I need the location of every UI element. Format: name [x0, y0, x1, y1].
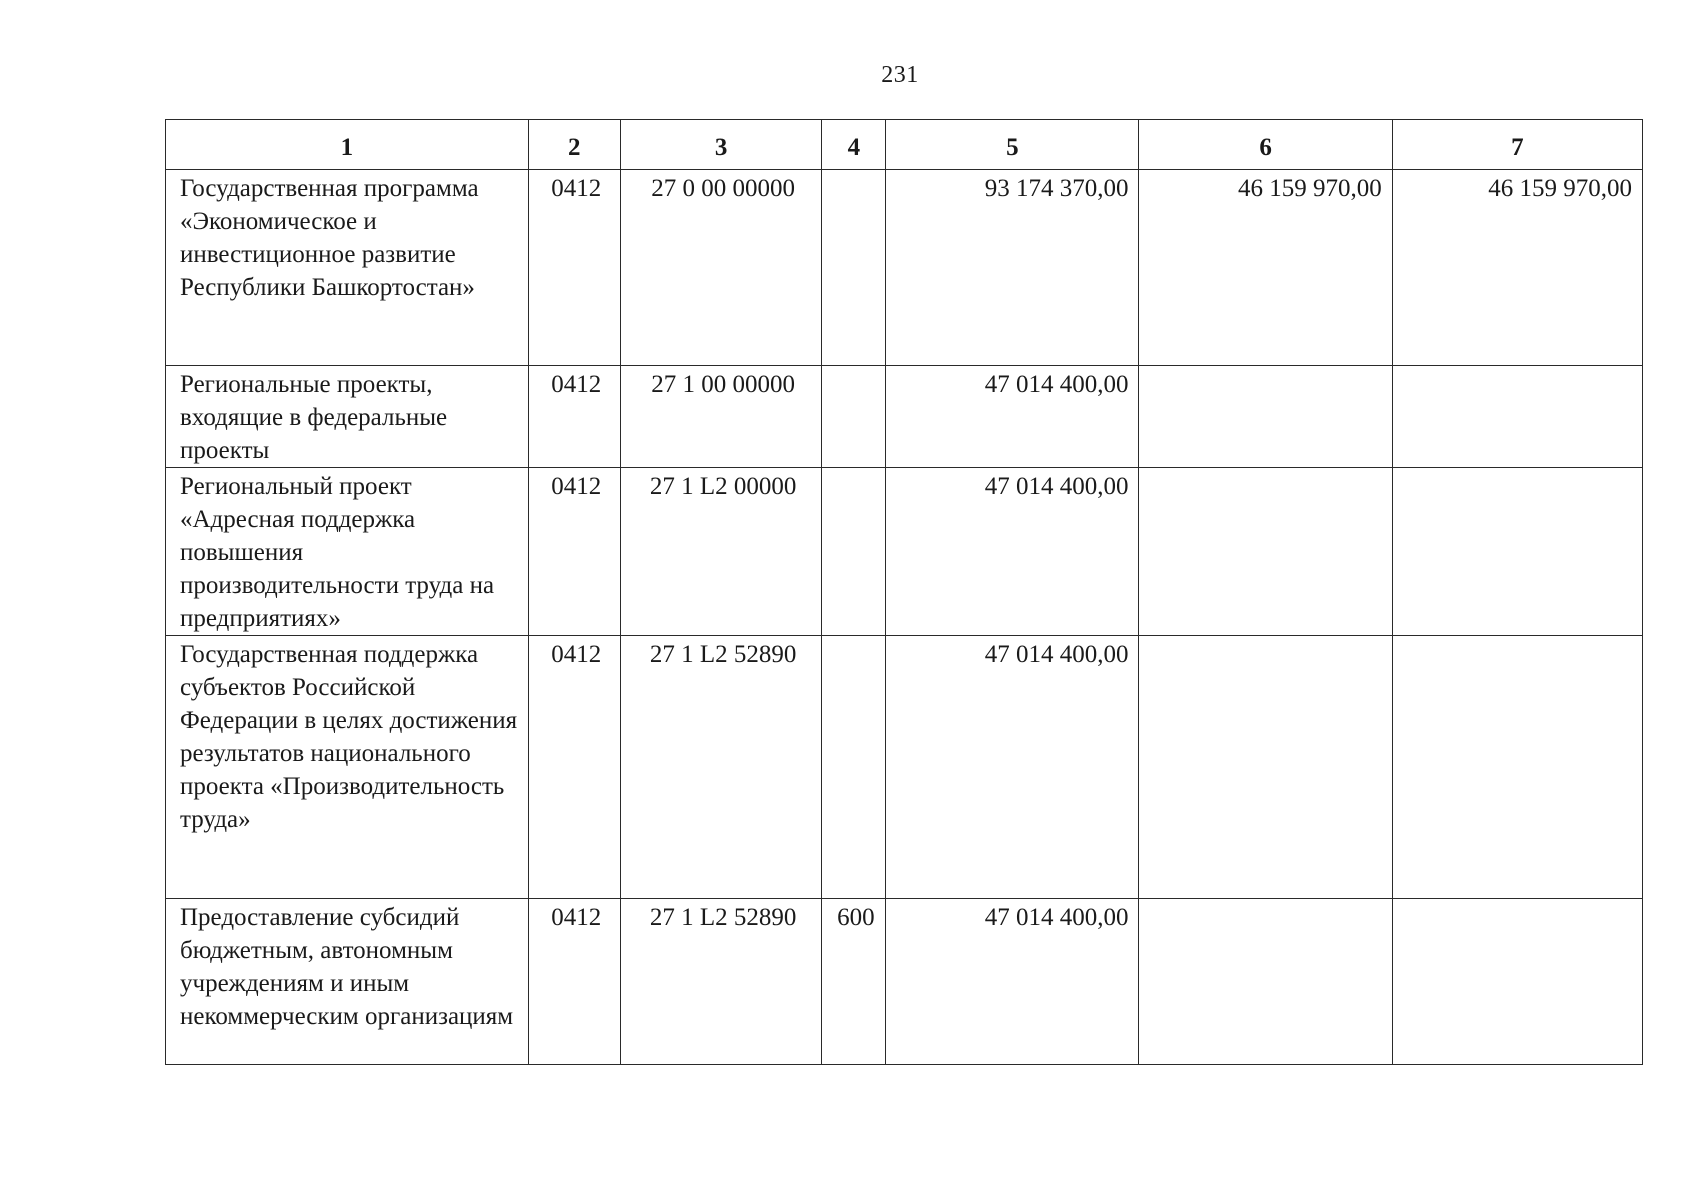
row-amount-2 — [1139, 468, 1392, 636]
row-name: Государственная программа «Экономическое и инвестиционное развитие Республики Башкортостан» — [166, 170, 529, 366]
row-amount-1: 47 014 400,00 — [886, 636, 1139, 899]
page-number: 231 — [881, 62, 919, 88]
table-row — [166, 636, 1643, 899]
row-section-code: 0412 — [528, 636, 620, 899]
row-name: Государственная поддержка субъектов Российской Федерации в целях достижения результатов национального проекта «Производительность труда» — [166, 636, 529, 899]
row-name: Региональные проекты, входящие в федеральные проекты — [166, 366, 529, 468]
row-amount-1: 47 014 400,00 — [886, 366, 1139, 468]
table-header-row — [166, 120, 1643, 170]
row-amount-2 — [1139, 636, 1392, 899]
row-section-code: 0412 — [528, 899, 620, 1065]
row-amount-3 — [1392, 366, 1642, 468]
row-target-code: 27 1 L2 52890 — [620, 899, 822, 1065]
budget-table — [165, 119, 1643, 1065]
table-row — [166, 170, 1643, 366]
table-row — [166, 468, 1643, 636]
row-amount-3: 46 159 970,00 — [1392, 170, 1642, 366]
row-section-code: 0412 — [528, 170, 620, 366]
column-header-2: 2 — [528, 120, 620, 170]
row-type-code — [822, 636, 886, 899]
row-amount-3 — [1392, 899, 1642, 1065]
row-target-code: 27 1 L2 00000 — [620, 468, 822, 636]
row-amount-1: 93 174 370,00 — [886, 170, 1139, 366]
row-amount-3 — [1392, 468, 1642, 636]
column-header-6: 6 — [1139, 120, 1392, 170]
column-header-4: 4 — [822, 120, 886, 170]
row-name: Региональный проект «Адресная поддержка повышения производительности труда на предприятиях» — [166, 468, 529, 636]
table-row — [166, 899, 1643, 1065]
row-target-code: 27 1 00 00000 — [620, 366, 822, 468]
column-header-5: 5 — [886, 120, 1139, 170]
row-type-code — [822, 468, 886, 636]
table-row — [166, 366, 1643, 468]
row-type-code — [822, 170, 886, 366]
row-type-code — [822, 366, 886, 468]
row-section-code: 0412 — [528, 468, 620, 636]
row-target-code: 27 1 L2 52890 — [620, 636, 822, 899]
column-header-3: 3 — [620, 120, 822, 170]
row-amount-2: 46 159 970,00 — [1139, 170, 1392, 366]
row-name: Предоставление субсидий бюджетным, автономным учреждениям и иным некоммерческим организациям — [166, 899, 529, 1065]
row-amount-1: 47 014 400,00 — [886, 468, 1139, 636]
row-amount-3 — [1392, 636, 1642, 899]
row-amount-2 — [1139, 899, 1392, 1065]
row-type-code: 600 — [822, 899, 886, 1065]
column-header-1: 1 — [166, 120, 529, 170]
row-section-code: 0412 — [528, 366, 620, 468]
row-target-code: 27 0 00 00000 — [620, 170, 822, 366]
column-header-7: 7 — [1392, 120, 1642, 170]
row-amount-1: 47 014 400,00 — [886, 899, 1139, 1065]
row-amount-2 — [1139, 366, 1392, 468]
